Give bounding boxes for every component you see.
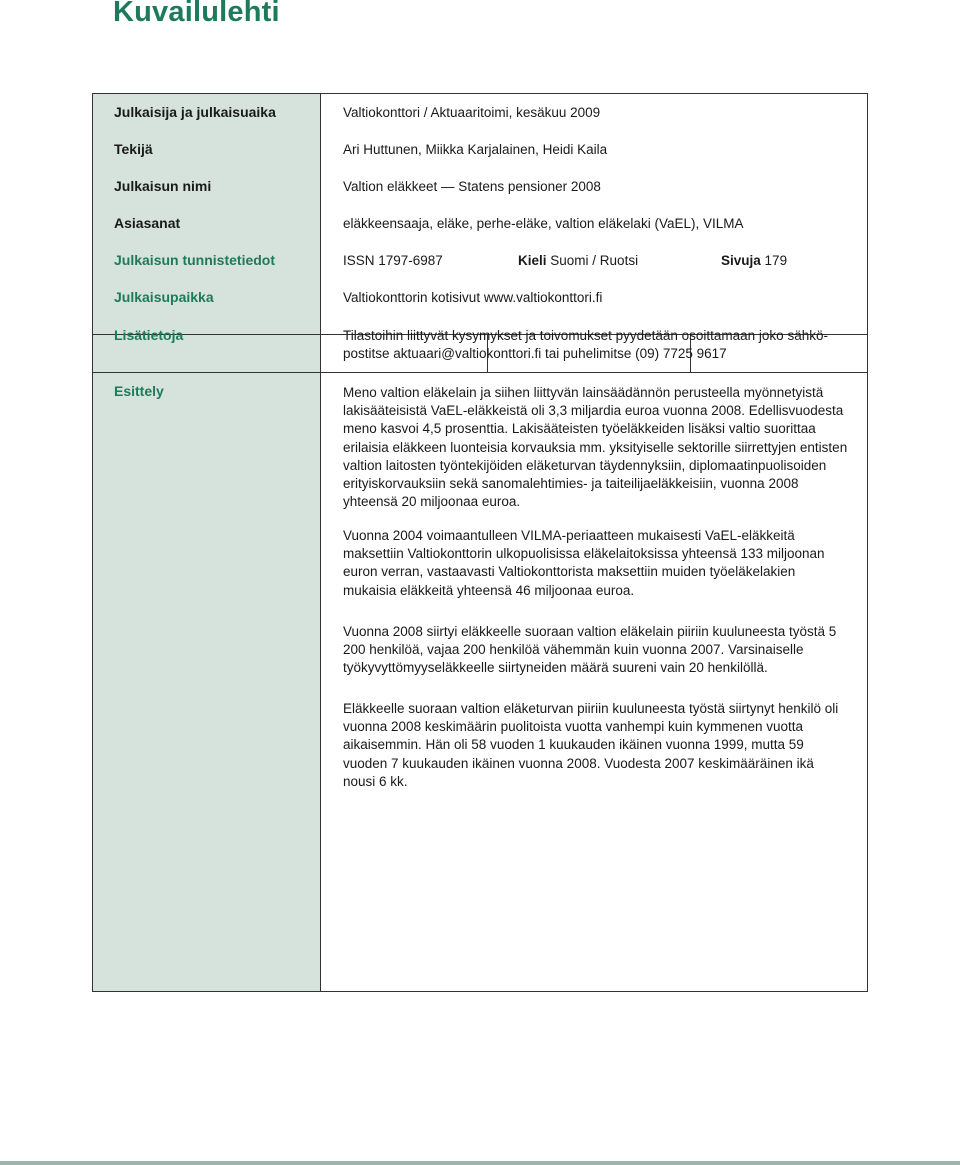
- value-kieli: [518, 253, 638, 268]
- row-divider: [93, 372, 867, 373]
- value-asiasanat: eläkkeensaaja, eläke, perhe-eläke, valtion eläkelaki (VaEL), VILMA: [343, 216, 744, 231]
- value-sivuja: [721, 253, 787, 268]
- label-tunnistetiedot: Julkaisun tunnistetiedot: [114, 252, 276, 268]
- value-issn: ISSN 1797-6987: [343, 253, 443, 268]
- label-julkaisupaikka: Julkaisupaikka: [114, 289, 214, 305]
- value-lisatietoja-line1: Tilastoihin liittyvät kysymykset ja toivomukset pyydetään osoittamaan joko sähkö-: [343, 328, 828, 343]
- kieli-value: Suomi / Ruotsi: [550, 253, 639, 268]
- esittely-paragraph-3: Vuonna 2008 siirtyi eläkkeelle suoraan valtion eläkelain piiriin kuuluneesta työstä 5 200 henkilöä, vajaa 200 henkilöä vähemmän kuin vuonna 2007. Varsinaiselle työkyvyttömyyseläkkeelle siirtyneiden määrä suureni vain 20 henkilöllä.: [343, 624, 837, 676]
- label-tekija: Tekijä: [114, 141, 153, 157]
- page-title: Kuvailulehti: [113, 0, 280, 28]
- sivuja-value: 179: [764, 253, 788, 268]
- label-asiasanat: Asiasanat: [114, 215, 181, 231]
- label-esittely: Esittely: [114, 383, 164, 399]
- esittely-paragraph-1: Meno valtion eläkelain ja siihen liittyvän lainsäädännön perusteella myönnetyistä lakisääteisistä VaEL-eläkkeistä oli 3,3 miljardia euroa vuonna 2008. Edellisvuodesta meno kasvoi 4,5 prosenttia. Lakisääteisten työeläkkeiden lisäksi valtio suorittaa erilaisia eläkkeen luonteisia korvauksia mm. yksityiselle sektorille siirrettyjen entisten valtion laitosten työntekijöiden eläketurvan täydennyksiin, diplomaatinpuolisoiden erityiskorvauksiin sekä sanomalehtimies- ja taiteilijaeläkkeisiin, vuonna 2008 yhteensä 20 miljoonaa euroa.: [343, 385, 848, 510]
- label-lisatietoja: Lisätietoja: [114, 327, 184, 343]
- esittely-paragraph-2: Vuonna 2004 voimaantulleen VILMA-periaatteen mukaisesti VaEL-eläkkeitä maksettiin Valtiokonttorin ulkopuolisissa eläkelaitoksissa yhteensä 133 miljoonan euron verran, vastaavasti Valtiokonttorista maksettiin muiden työeläkelakien mukaisia eläkkeitä yhteensä 46 miljoonaa euroa.: [343, 528, 825, 598]
- label-nimi: Julkaisun nimi: [114, 178, 212, 194]
- sivuja-label: Sivuja: [721, 253, 761, 268]
- value-nimi: Valtion eläkkeet — Statens pensioner 2008: [343, 179, 601, 194]
- value-julkaisupaikka: Valtiokonttorin kotisivut www.valtiokonttori.fi: [343, 290, 603, 305]
- label-julkaisija: Julkaisija ja julkaisuaika: [114, 104, 276, 120]
- kieli-label: Kieli: [518, 253, 547, 268]
- description-table: [92, 93, 868, 992]
- value-tekija: Ari Huttunen, Miikka Karjalainen, Heidi Kaila: [343, 142, 608, 157]
- value-julkaisija: Valtiokonttori / Aktuaaritoimi, kesäkuu 2009: [343, 105, 601, 120]
- footer-bar: [0, 1161, 960, 1165]
- esittely-paragraph-4: Eläkkeelle suoraan valtion eläketurvan piiriin kuuluneesta työstä siirtynyt henkilö oli vuonna 2008 keskimäärin puolitoista vuotta vanhempi kuin kymmenen vuotta aikaisemmin. Hän oli 58 vuoden 1 kuukauden ikäinen vuonna 1999, mutta 59 vuoden 7 kuukauden ikäinen vuonna 2008. Vuodesta 2007 keskimääräinen ikä nousi 6 kk.: [343, 701, 839, 789]
- value-lisatietoja-line2: postitse aktuaari@valtiokonttori.fi tai puhelimitse (09) 7725 9617: [343, 346, 727, 361]
